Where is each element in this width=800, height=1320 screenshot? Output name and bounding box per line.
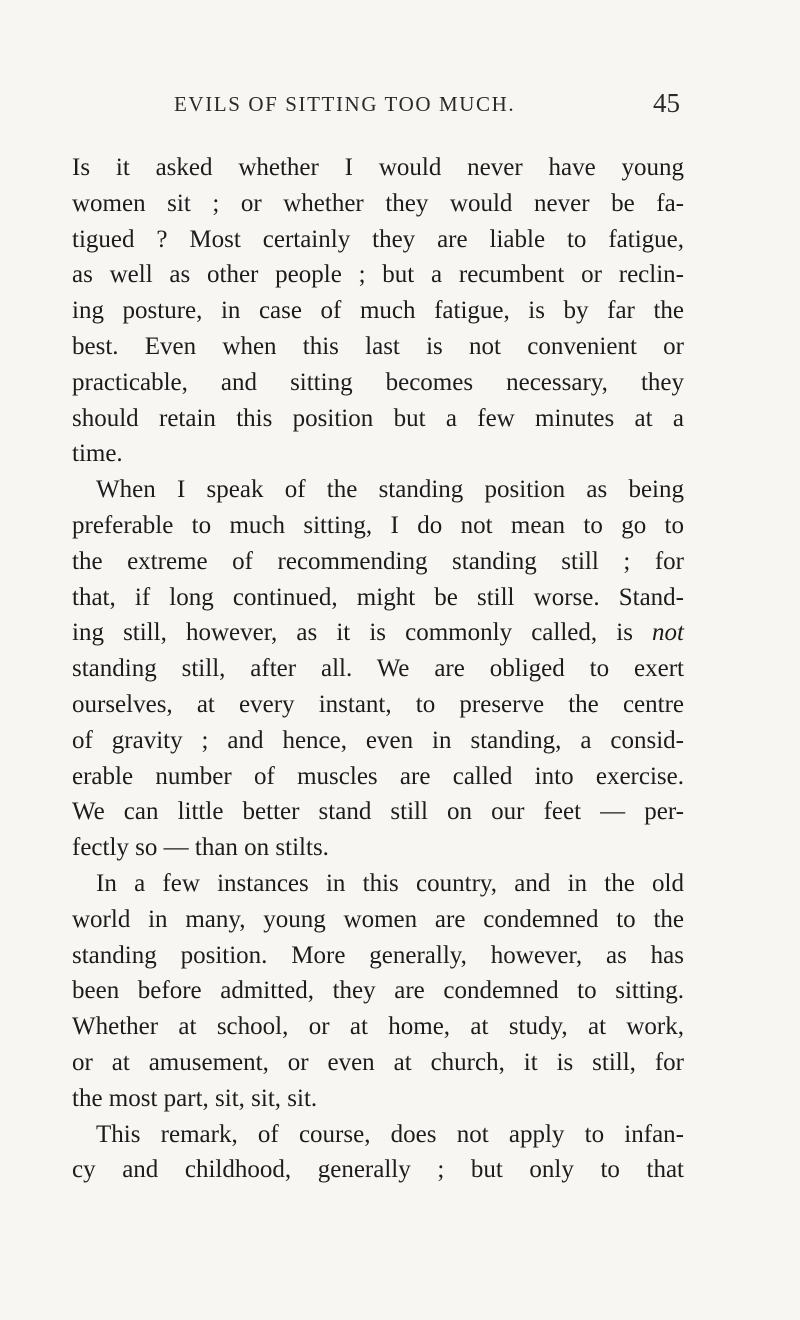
text-line: standing position. More generally, however, as has xyxy=(72,941,684,969)
text-line: cy and childhood, generally ; but only to that xyxy=(72,1156,684,1184)
paragraph-start-line: When I speak of the standing position as being xyxy=(96,476,684,504)
text-line: time. xyxy=(72,440,123,468)
text-line: fectly so — than on stilts. xyxy=(72,834,329,862)
text-line: Is it asked whether I would never have young xyxy=(72,154,684,181)
running-title: EVILS OF SITTING TOO MUCH. xyxy=(174,92,516,116)
paragraph-start-line: This remark, of course, does not apply to infan- xyxy=(96,1120,684,1148)
text-line: standing still, after all. We are obliged to exert xyxy=(72,655,684,683)
text-line: ing posture, in case of much fatigue, is by far the xyxy=(72,297,684,325)
emphasized-word: not xyxy=(652,619,684,647)
text-line: that, if long continued, might be still worse. Stand- xyxy=(72,583,684,611)
text-line: should retain this position but a few minutes at a xyxy=(72,404,684,432)
paragraph-start-line: In a few instances in this country, and in the old xyxy=(96,869,684,897)
text-line: best. Even when this last is not convenient or xyxy=(72,332,684,360)
text-line: practicable, and sitting becomes necessary, they xyxy=(72,368,684,396)
text-line: been before admitted, they are condemned to sitting. xyxy=(72,977,684,1005)
text-line: We can little better stand still on our feet — per- xyxy=(72,798,684,826)
running-head xyxy=(70,88,680,126)
text-line: preferable to much sitting, I do not mean to go to xyxy=(72,511,684,539)
text-line: world in many, young women are condemned to the xyxy=(72,905,684,933)
text-line: women sit ; or whether they would never be fa- xyxy=(72,189,684,217)
text-line: the most part, sit, sit, sit. xyxy=(72,1084,318,1112)
text-line: or at amusement, or even at church, it is still, for xyxy=(72,1048,684,1076)
text-line: Whether at school, or at home, at study, at work, xyxy=(72,1013,684,1041)
body-text xyxy=(72,150,684,1188)
text-line: of gravity ; and hence, even in standing, a consid- xyxy=(72,726,684,754)
text-line: ourselves, at every instant, to preserve the centre xyxy=(72,690,684,718)
text-line: as well as other people ; but a recumbent or reclin- xyxy=(72,261,684,289)
page-number: 45 xyxy=(653,88,680,118)
text-line: tigued ? Most certainly they are liable to fatigue, xyxy=(72,225,684,253)
text-line: erable number of muscles are called into exercise. xyxy=(72,762,684,790)
text-line: the extreme of recommending standing still ; for xyxy=(72,547,684,575)
text-line-with-emphasis xyxy=(72,615,684,651)
text-line-segment: ing still, however, as it is commonly called, is xyxy=(72,619,633,647)
